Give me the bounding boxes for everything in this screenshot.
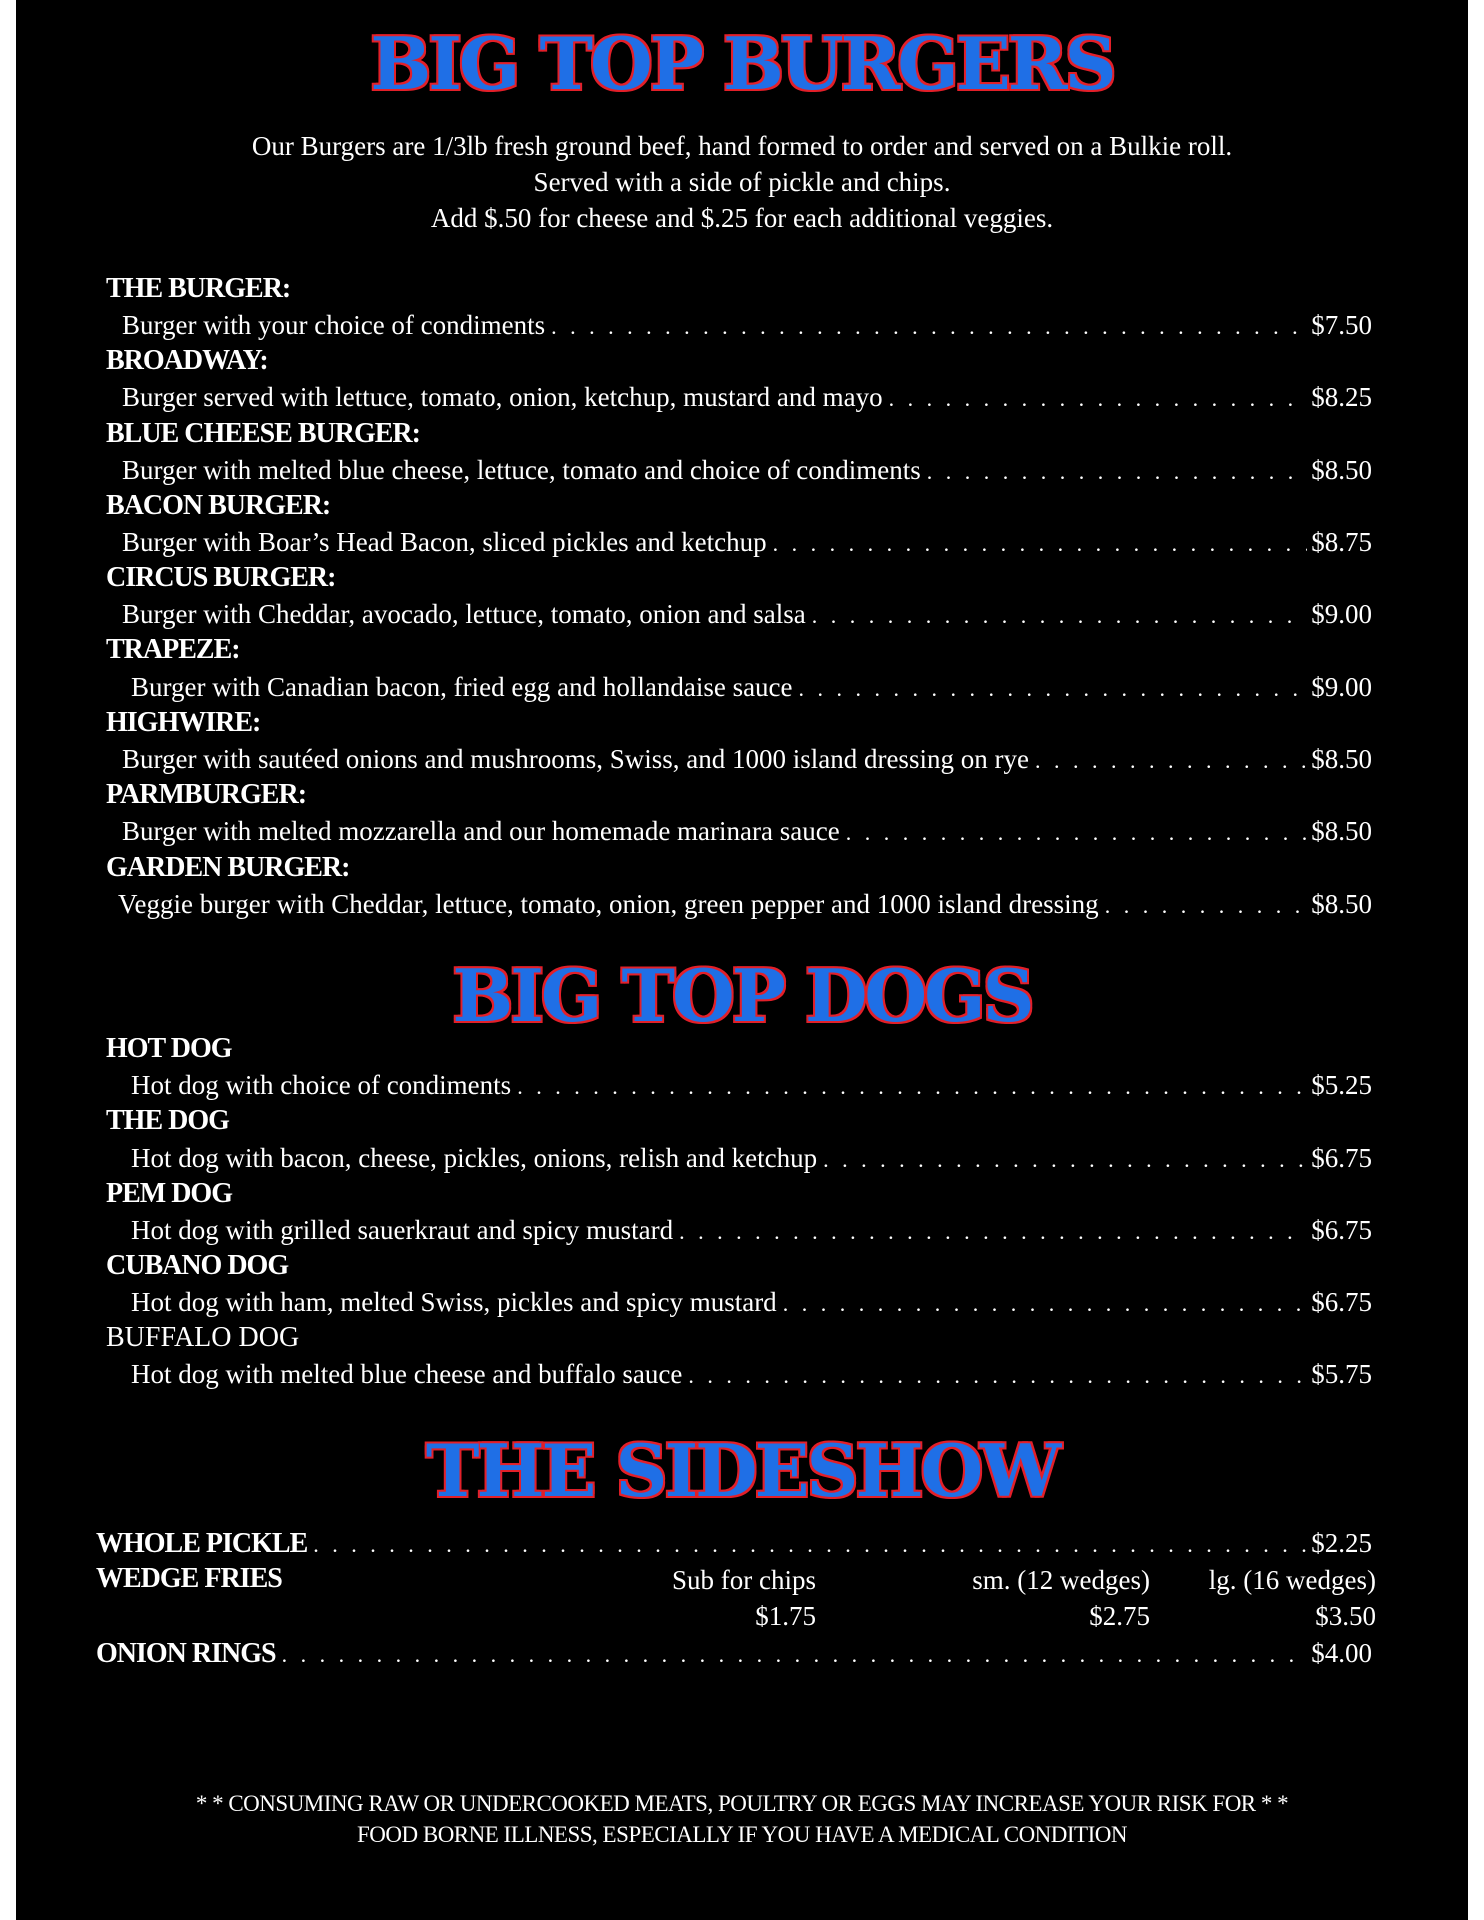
item-description: Burger with melted blue cheese, lettuce, tomato and choice of condiments (122, 455, 921, 485)
item-price: $7.50 (1311, 310, 1372, 340)
item-description: Burger served with lettuce, tomato, onion, ketchup, mustard and mayo (122, 382, 883, 412)
item-price: $8.50 (1311, 816, 1372, 846)
menu-page (16, 0, 1468, 1920)
item-description: Hot dog with ham, melted Swiss, pickles and spicy mustard (131, 1287, 777, 1317)
dogs-heading: BIG TOP DOGS (452, 953, 1032, 1038)
item-name-trapeze: TRAPEZE: (106, 634, 240, 665)
item-description: Hot dog with choice of condiments (131, 1070, 512, 1100)
item-name-the-dog: THE DOG (106, 1105, 229, 1136)
item-description: Hot dog with grilled sauerkraut and spicy mustard (131, 1215, 674, 1245)
dot-leader (799, 672, 1308, 706)
wedge-option-label: lg. (16 wedges) (1208, 1565, 1376, 1595)
item-description: Burger with Canadian bacon, fried egg and hollandaise sauce (131, 672, 793, 702)
intro-line: Add $.50 for cheese and $.25 for each additional veggies. (430, 203, 1054, 233)
dot-leader (313, 1528, 1307, 1562)
item-name-pem-dog: PEM DOG (106, 1178, 232, 1209)
wedge-option-price: $2.75 (1089, 1601, 1150, 1631)
intro-line: Our Burgers are 1/3lb fresh ground beef, hand formed to order and served on a Bulkie roll. (251, 131, 1233, 161)
item-price: $9.00 (1311, 599, 1372, 629)
item-price: $9.00 (1311, 672, 1372, 702)
item-description: Hot dog with bacon, cheese, pickles, onions, relish and ketchup (131, 1143, 818, 1173)
burgers-intro (16, 128, 1468, 236)
item-name: ONION RINGS (96, 1638, 276, 1669)
item-description: Veggie burger with Cheddar, lettuce, tomato, onion, green pepper and 1000 island dressing (118, 889, 1099, 919)
item-row-highwire (122, 742, 1372, 776)
item-row-parmburger (122, 814, 1372, 848)
item-name-parmburger: PARMBURGER: (106, 779, 307, 810)
dot-leader (517, 1070, 1307, 1104)
warning-line: * * CONSUMING RAW OR UNDERCOOKED MEATS, POULTRY OR EGGS MAY INCREASE YOUR RISK FOR * * (195, 1791, 1289, 1816)
item-price: $8.75 (1311, 527, 1372, 557)
item-row-broadway (122, 380, 1372, 414)
item-row-onion-rings (96, 1636, 1372, 1670)
item-row-pem-dog (131, 1213, 1372, 1247)
item-price: $4.00 (1311, 1638, 1372, 1668)
item-name: WHOLE PICKLE (96, 1528, 308, 1559)
dot-leader (688, 1359, 1307, 1393)
item-description: Burger with melted mozzarella and our homemade marinara sauce (122, 816, 840, 846)
item-name-hot-dog: HOT DOG (106, 1033, 232, 1064)
dot-leader (889, 382, 1308, 416)
item-price: $6.75 (1311, 1287, 1372, 1317)
item-name-buffalo-dog: BUFFALO DOG (106, 1322, 300, 1353)
item-row-garden-burger (118, 887, 1372, 921)
dot-leader (1035, 744, 1307, 778)
item-row-the-burger (122, 308, 1372, 342)
item-description: Burger with your choice of condiments (122, 310, 546, 340)
dot-leader (551, 310, 1307, 344)
item-row-the-dog (131, 1141, 1372, 1175)
item-name-circus-burger: CIRCUS BURGER: (106, 562, 336, 593)
item-price: $8.25 (1311, 382, 1372, 412)
item-description: Hot dog with melted blue cheese and buffalo sauce (131, 1359, 683, 1389)
dot-leader (1105, 889, 1308, 923)
item-description: Burger with Boar’s Head Bacon, sliced pickles and ketchup (122, 527, 767, 557)
dot-leader (773, 527, 1308, 561)
dot-leader (846, 816, 1308, 850)
item-row-cubano-dog (131, 1285, 1372, 1319)
wedge-option-label: sm. (12 wedges) (972, 1565, 1150, 1595)
item-name-cubano-dog: CUBANO DOG (106, 1250, 289, 1281)
wedge-option-price: $3.50 (1315, 1601, 1376, 1631)
sideshow-heading: THE SIDESHOW (425, 1428, 1059, 1513)
item-price: $5.75 (1311, 1359, 1372, 1389)
dot-leader (812, 599, 1308, 633)
health-warning (16, 1788, 1468, 1850)
item-description: Burger with sautéed onions and mushrooms, Swiss, and 1000 island dressing on rye (122, 744, 1029, 774)
item-price: $2.25 (1311, 1528, 1372, 1558)
dot-leader (282, 1638, 1308, 1672)
item-name-bacon-burger: BACON BURGER: (106, 490, 331, 521)
item-row-circus-burger (122, 597, 1372, 631)
item-name-garden-burger: GARDEN BURGER: (106, 852, 350, 883)
item-name-broadway: BROADWAY: (106, 345, 268, 376)
warning-line: FOOD BORNE ILLNESS, ESPECIALLY IF YOU HAVE A MEDICAL CONDITION (356, 1822, 1127, 1847)
burgers-heading: BIG TOP BURGERS (370, 21, 1114, 106)
item-price: $8.50 (1311, 455, 1372, 485)
item-row-trapeze (131, 670, 1372, 704)
dot-leader (783, 1287, 1308, 1321)
item-name-blue-cheese-burger: BLUE CHEESE BURGER: (106, 418, 420, 449)
intro-line: Served with a side of pickle and chips. (533, 167, 951, 197)
item-row-hot-dog (131, 1068, 1372, 1102)
dot-leader (823, 1143, 1307, 1177)
item-price: $8.50 (1311, 889, 1372, 919)
wedge-option-price: $1.75 (755, 1601, 816, 1631)
item-price: $6.75 (1311, 1143, 1372, 1173)
item-price: $8.50 (1311, 744, 1372, 774)
item-row-bacon-burger (122, 525, 1372, 559)
wedge-option-label: Sub for chips (672, 1565, 816, 1595)
item-name-wedge-fries: WEDGE FRIES (96, 1563, 282, 1594)
item-price: $6.75 (1311, 1215, 1372, 1245)
item-row-buffalo-dog (131, 1357, 1372, 1391)
item-row-whole-pickle (96, 1526, 1372, 1560)
item-name-the-burger: THE BURGER: (106, 273, 291, 304)
item-description: Burger with Cheddar, avocado, lettuce, tomato, onion and salsa (122, 599, 806, 629)
item-price: $5.25 (1311, 1070, 1372, 1100)
item-name-highwire: HIGHWIRE: (106, 707, 261, 738)
dot-leader (679, 1215, 1307, 1249)
item-row-blue-cheese-burger (122, 453, 1372, 487)
dot-leader (927, 455, 1308, 489)
